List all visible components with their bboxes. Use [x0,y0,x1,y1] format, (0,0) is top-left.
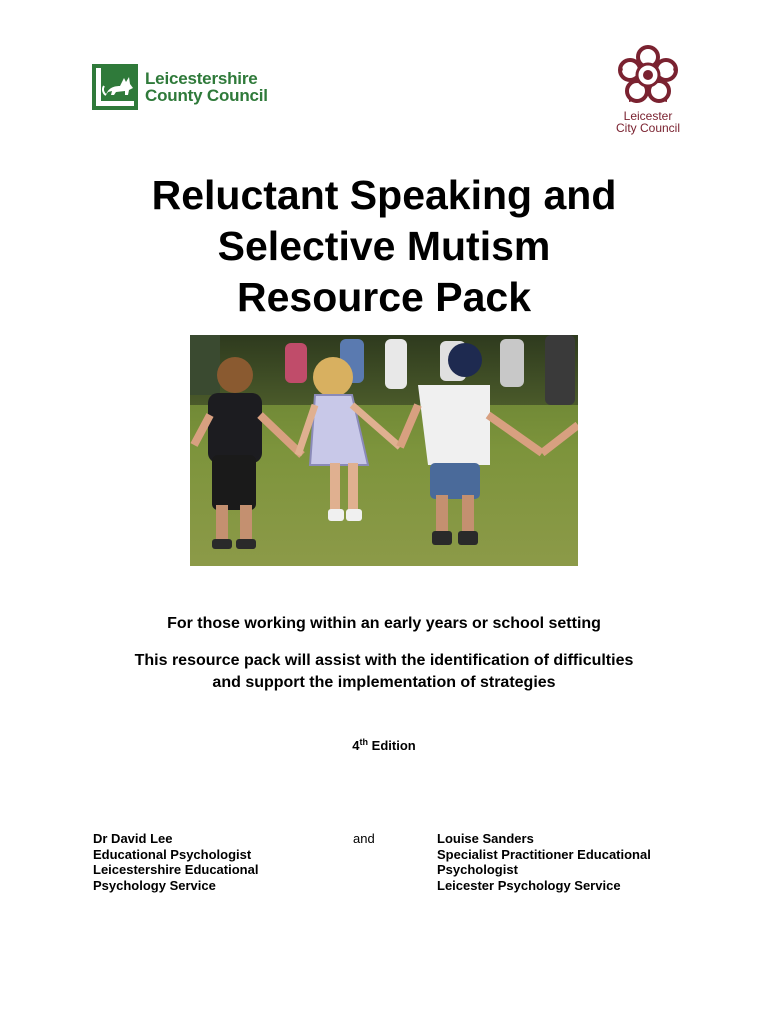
authors-conjunction: and [353,831,375,846]
lcc-name-line1: Leicestershire [145,69,258,88]
children-photo [190,335,578,566]
fox-emblem-icon [92,64,138,110]
edition-word: Edition [371,738,416,753]
title-line2: Selective Mutism [217,223,551,269]
title-line1: Reluctant Speaking and [151,172,617,218]
lcity-name-line2: City Council [615,121,681,135]
children-circle-image [190,335,578,566]
lcity-name-line1: Leicester [623,109,673,123]
author-right-role1: Specialist Practitioner Educational [437,846,651,862]
leicester-city-logo [610,44,686,134]
purpose-line2: and support the implementation of strategies [212,674,556,691]
edition-label [0,737,768,755]
audience-line: For those working within an early years or school setting [167,615,601,632]
purpose-line1: This resource pack will assist with the identification of difficulties [134,652,634,669]
edition-number: 4 [352,738,360,753]
author-right-org: Leicester Psychology Service [437,878,621,894]
author-left-name: Dr David Lee [93,831,173,846]
author-right-name: Louise Sanders [437,831,534,846]
lcc-name-line2: County Council [145,86,268,105]
author-block-right [437,831,687,894]
author-left-org1: Leicestershire Educational [93,862,259,878]
page-title [0,170,768,323]
leicestershire-logo [92,64,268,110]
rose-emblem-icon [613,44,683,106]
author-left-role: Educational Psychologist [93,846,252,862]
author-block-left [93,831,258,894]
author-right-role2: Psychologist [437,862,518,878]
title-line3: Resource Pack [236,274,531,320]
edition-suffix: th [359,737,369,747]
purpose-text [0,650,768,694]
author-left-org2: Psychology Service [93,878,216,894]
